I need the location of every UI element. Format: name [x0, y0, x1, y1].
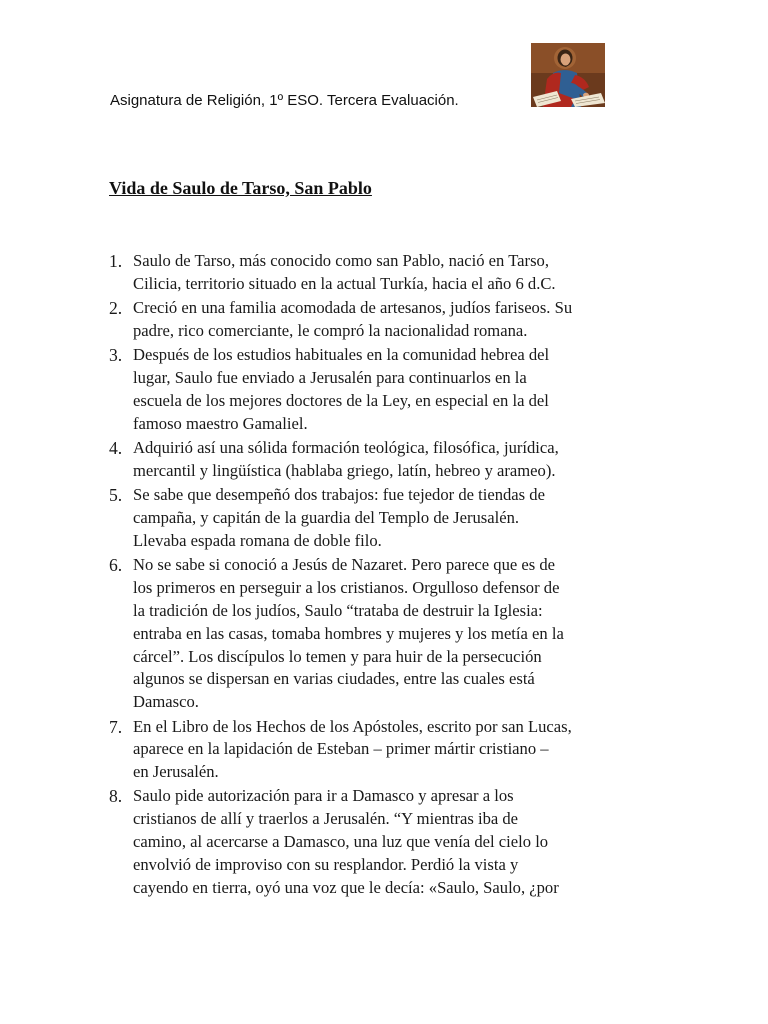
item-text-line: Después de los estudios habituales en la comunidad hebrea del — [133, 345, 550, 365]
item-text-line: lugar, Saulo fue enviado a Jerusalén para continuarlos en la — [133, 368, 527, 388]
item-text-line: No se sabe si conoció a Jesús de Nazaret. Pero parece que es de — [133, 555, 556, 575]
list-item — [109, 437, 669, 483]
item-text-line: Llevaba espada romana de doble filo. — [133, 530, 382, 550]
item-number: 5. — [109, 485, 123, 506]
list-item — [109, 344, 669, 435]
item-text-line: campaña, y capitán de la guardia del Templo de Jerusalén. — [133, 508, 520, 528]
item-text-line: Creció en una familia acomodada de artesanos, judíos fariseos. Su — [133, 298, 573, 318]
item-text-line: Cilicia, territorio situado en la actual Turkía, hacia el año 6 d.C. — [133, 273, 556, 293]
item-text-line: Adquirió así una sólida formación teológica, filosófica, jurídica, — [133, 438, 559, 458]
item-number: 7. — [109, 716, 123, 737]
item-text-line: cárcel”. Los discípulos lo temen y para huir de la persecución — [133, 646, 542, 666]
document-title: Vida de Saulo de Tarso, San Pablo — [109, 178, 372, 198]
item-text-line: escuela de los mejores doctores de la Ley, en especial en la del — [133, 390, 549, 410]
list-item — [109, 785, 669, 899]
item-text-line: cayendo en tierra, oyó una voz que le decía: «Saulo, Saulo, ¿por — [133, 877, 559, 897]
item-text-line: los primeros en perseguir a los cristianos. Orgulloso defensor de — [133, 578, 560, 598]
list-item — [109, 716, 669, 784]
item-text-line: famoso maestro Gamaliel. — [133, 413, 308, 433]
list-item — [109, 554, 669, 714]
item-number: 8. — [109, 786, 123, 807]
item-text-line: padre, rico comerciante, le compró la nacionalidad romana. — [133, 320, 528, 340]
saint-paul-writing-portrait-icon — [531, 43, 605, 107]
item-text-line: En el Libro de los Hechos de los Apóstoles, escrito por san Lucas, — [133, 716, 572, 736]
item-number: 6. — [109, 555, 123, 576]
list-item — [109, 250, 669, 296]
item-text-line: en Jerusalén. — [133, 762, 219, 782]
item-text-line: Saulo pide autorización para ir a Damasco y apresar a los — [133, 786, 514, 806]
list-item — [109, 297, 669, 343]
item-text-line: aparece en la lapidación de Esteban – primer mártir cristiano – — [133, 739, 549, 759]
item-text-line: la tradición de los judíos, Saulo “trataba de destruir la Iglesia: — [133, 600, 543, 620]
item-number: 1. — [109, 251, 123, 271]
item-text-line: Saulo de Tarso, más conocido como san Pablo, nació en Tarso, — [133, 251, 549, 270]
saint-paul-portrait-image — [531, 43, 605, 107]
item-text-line: cristianos de allí y traerlos a Jerusalén. “Y mientras iba de — [133, 809, 519, 829]
item-text-line: Damasco. — [133, 692, 199, 712]
item-number: 3. — [109, 345, 123, 366]
item-text-line: Se sabe que desempeñó dos trabajos: fue tejedor de tiendas de — [133, 485, 545, 505]
course-header: Asignatura de Religión, 1º ESO. Tercera Evaluación. — [110, 92, 459, 109]
list-item — [109, 484, 669, 552]
item-text-line: entraba en las casas, tomaba hombres y mujeres y los metía en la — [133, 623, 564, 643]
item-text-line: envolvió de improviso con su resplandor. Perdió la vista y — [133, 854, 519, 874]
item-number: 4. — [109, 438, 123, 459]
item-number: 2. — [109, 298, 123, 319]
biography-list — [109, 250, 669, 901]
item-text-line: algunos se dispersan en varias ciudades, entre las cuales está — [133, 669, 535, 689]
item-text-line: mercantil y lingüística (hablaba griego, latín, hebreo y arameo). — [133, 460, 556, 480]
item-text-line: camino, al acercarse a Damasco, una luz que venía del cielo lo — [133, 832, 549, 852]
